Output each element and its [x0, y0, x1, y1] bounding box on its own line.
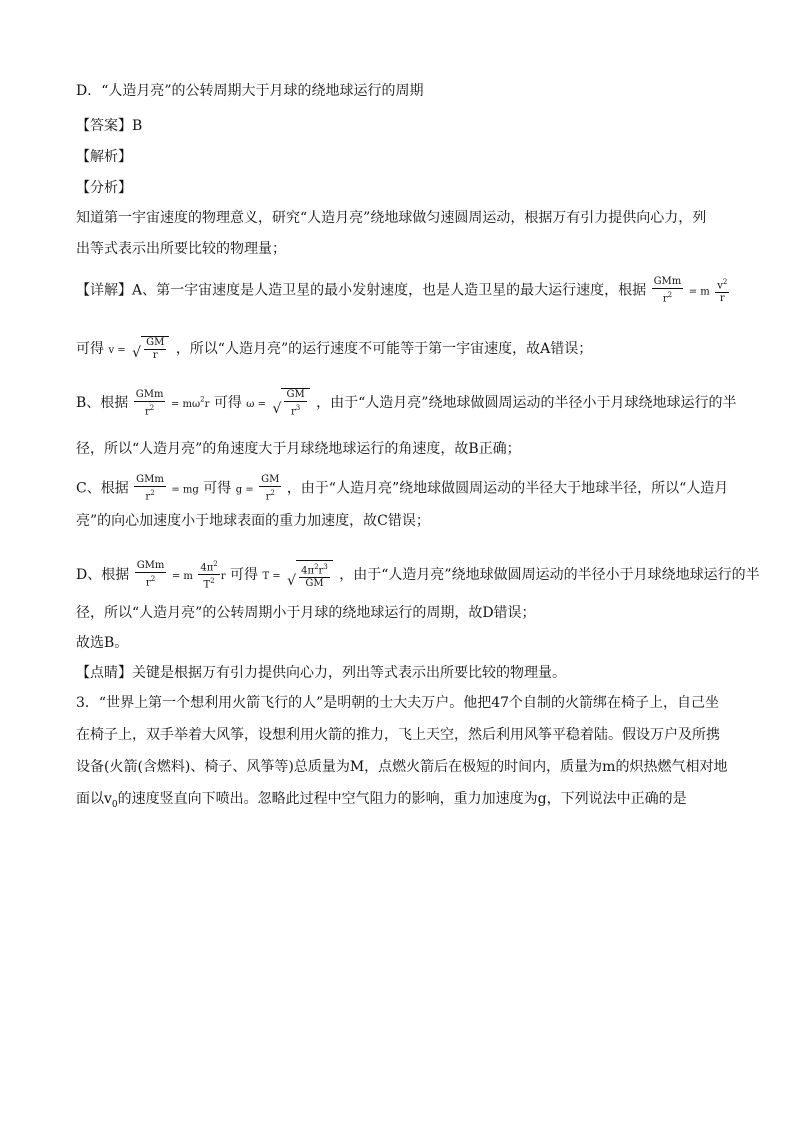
detail-a-line	[76, 276, 730, 305]
option-d: D．“人造月亮”的公转周期大于月球的绕地球运行的周期	[76, 83, 424, 99]
numerator: GMm	[653, 276, 682, 287]
detail-b-line-2: 径，所以“人造月亮”的角速度大于月球绕地球运行的角速度，故B正确；	[76, 441, 521, 457]
detail-a-text: 【详解】A、第一宇宙速度是人造卫星的最小发射速度，也是人造卫星的最大运行速度，根据	[76, 282, 647, 299]
formula-sqrt-gm-r: √ $\frac{GM}{r}$	[132, 336, 169, 362]
answer-label: 【答案】B	[76, 118, 143, 134]
fenxi-label: 【分析】	[76, 180, 132, 196]
dianjing-line: 【点睛】关键是根据万有引力提供向心力，列出等式表示出所要比较的物理量。	[76, 665, 566, 681]
formula-gmm-r2	[652, 276, 684, 305]
analysis-line-1: 知道第一宇宙速度的物理意义，研究“人造月亮”绕地球做匀速圆周运动，根据万有引力提供向心力，列	[76, 210, 707, 226]
analysis-line-2: 出等式表示出所要比较的物理量；	[76, 241, 286, 257]
detail-d-line: D、根据 $\frac{\text{GMm}}{r^2}$ = m $\frac{4\pi^2}{T^2}$ r 可得 T = √ $\frac{4\pi^2r^3}{GM}$ ，由于“人造月亮”绕地球做圆周运动的半径小于月球绕地球运行的半	[76, 560, 760, 591]
detail-d-line-2: 径，所以“人造月亮”的公转周期小于月球的绕地球运行的周期，故D错误；	[76, 605, 536, 621]
detail-c-line-2: 亮”的向心加速度小于地球表面的重力加速度，故C错误；	[76, 513, 430, 529]
equals-m: = m	[688, 286, 710, 298]
detail-b-line: B、根据 $\frac{\text{GMm}}{r^2}$ = $m\omega^2r$ 可得 ω = √ $\frac{GM}{r^3}$ ，由于“人造月亮”绕地球做圆周运动的半径小于月球绕地球运行的半	[76, 388, 737, 418]
question-3-line-3: 设备(火箭(含燃料)、椅子、风筝等)总质量为M，点燃火箭后在极短的时间内，质量为m的炽热燃气相对地	[76, 759, 728, 775]
formula-v2-r: $\frac{v^2}{r}$	[717, 278, 728, 305]
detail-c-line: C、根据 $\frac{\text{GMm}}{r^2}$ = mg 可得 g = $\frac{GM}{r^2}$ ，由于“人造月亮”绕地球做圆周运动的半径大于地球半径，所以“人造月	[76, 474, 729, 503]
question-3-line-2: 在椅子上，双手举着大风筝，设想利用火箭的推力，飞上天空，然后利用风筝平稳着陆。假设万户及所携	[76, 727, 720, 743]
detail-a2-line: 可得 v = √ $\frac{GM}{r}$ ，所以“人造月亮”的运行速度不可能等于第一宇宙速度，故A错误；	[76, 337, 593, 361]
jiexi-label: 【解析】	[76, 149, 132, 165]
denominator: $r^2$	[652, 288, 684, 305]
question-3-line-4: 面以$v_0$的速度竖直向下喷出。忽略此过程中空气阻力的影响，重力加速度为g，下列说法中正确的是	[76, 791, 687, 810]
choose-line: 故选B。	[76, 635, 129, 651]
question-3-line-1: 3．“世界上第一个想利用火箭飞行的人”是明朝的士大夫万户。他把47个自制的火箭绑在椅子上，自己坐	[76, 695, 720, 711]
